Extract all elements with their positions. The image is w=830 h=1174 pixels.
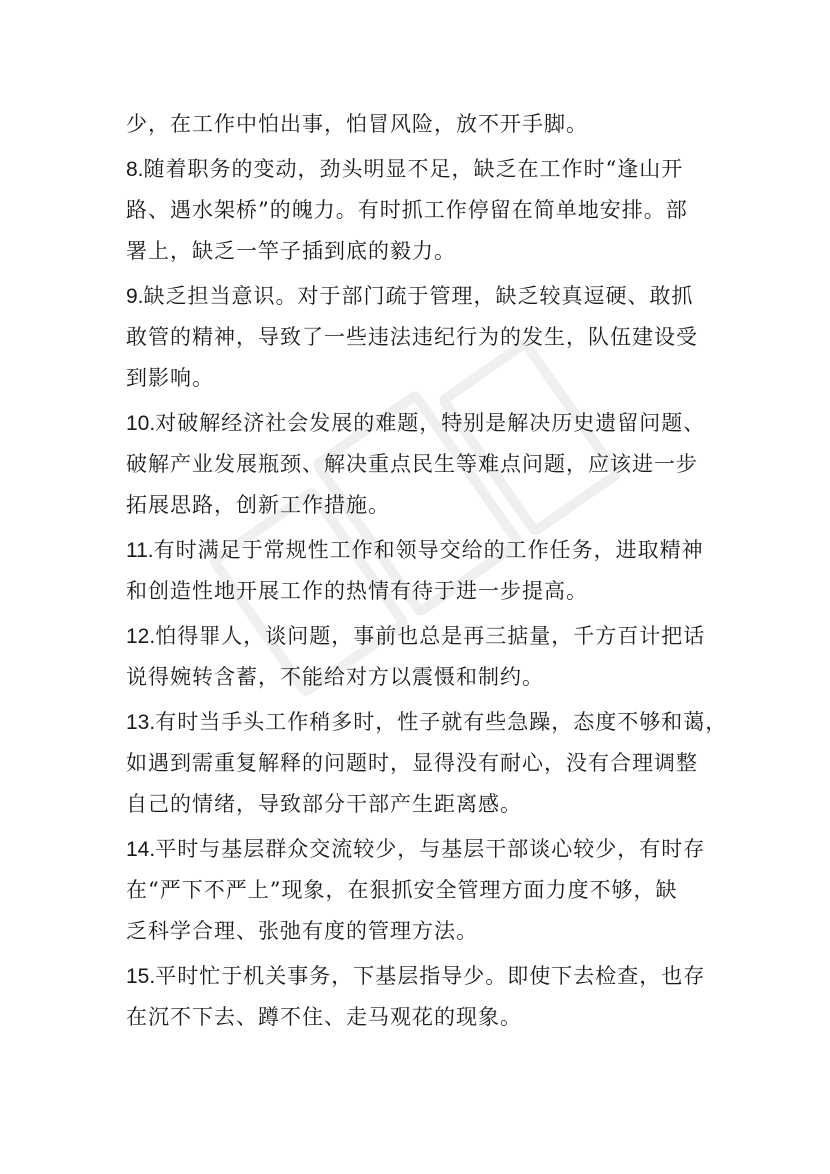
line-text: 如遇到需重复解释的问题时，显得没有耐心，没有合理调整	[126, 751, 698, 775]
list-item	[126, 530, 712, 612]
text-line	[126, 911, 712, 952]
text-line	[126, 997, 712, 1038]
line-text: 自己的情绪，导致部分干部产生距离感。	[126, 792, 522, 816]
line-text: 到影响。	[126, 366, 214, 390]
text-line	[126, 190, 712, 231]
text-line	[126, 485, 712, 526]
text-line	[126, 317, 712, 358]
text-line	[126, 530, 712, 571]
text-line	[126, 616, 712, 657]
line-text: 乏科学合理、张弛有度的管理方法。	[126, 919, 478, 943]
line-text: 在“严下不严上”现象，在狠抓安全管理方面力度不够，缺	[126, 878, 678, 902]
line-text: 平时忙于机关事务，下基层指导少。即使下去检查，也存	[155, 964, 706, 988]
line-text: 随着职务的变动，劲头明显不足，缺乏在工作时“逢山开	[143, 157, 684, 181]
text-line	[126, 149, 712, 190]
text-line	[126, 403, 712, 444]
text-line	[126, 829, 712, 870]
item-number: 10.	[126, 412, 156, 435]
text-line	[126, 743, 712, 784]
line-text: 和创造性地开展工作的热情有待于进一步提高。	[126, 579, 588, 603]
line-text: 署上，缺乏一竿子插到底的毅力。	[126, 239, 456, 263]
line-text: 少，在工作中怕出事，怕冒风险，放不开手脚。	[126, 112, 588, 136]
list-item	[126, 616, 712, 698]
text-line	[126, 231, 712, 272]
item-number: 11.	[126, 539, 154, 562]
text-line	[126, 571, 712, 612]
list-item	[126, 403, 712, 526]
list-item	[126, 276, 712, 399]
item-number: 15.	[126, 965, 156, 988]
line-text: 路、遇水架桥”的魄力。有时抓工作停留在简单地安排。部	[126, 198, 688, 222]
list-item	[126, 149, 712, 272]
line-text: 怕得罪人，谈问题，事前也总是再三掂量，千方百计把话	[155, 624, 706, 648]
text-line	[126, 358, 712, 399]
text-line	[126, 784, 712, 825]
line-text: 拓展思路，创新工作措施。	[126, 493, 390, 517]
line-text: 有时当手头工作稍多时，性子就有些急躁，态度不够和蔼，	[155, 710, 728, 734]
item-number: 9.	[126, 285, 144, 308]
line-text: 敢管的精神，导致了一些违法违纪行为的发生，队伍建设受	[126, 325, 698, 349]
text-line	[126, 276, 712, 317]
item-number: 14.	[126, 838, 156, 861]
list-item	[126, 104, 712, 145]
line-text: 破解产业发展瓶颈、解决重点民生等难点问题，应该进一步	[126, 452, 698, 476]
list-item	[126, 829, 712, 952]
line-text: 说得婉转含蓄，不能给对方以震慑和制约。	[126, 665, 544, 689]
list-item	[126, 956, 712, 1038]
line-text: 对破解经济社会发展的难题，特别是解决历史遗留问题、	[155, 411, 706, 435]
line-text: 有时满足于常规性工作和领导交给的工作任务，进取精神	[153, 538, 704, 562]
text-line	[126, 702, 728, 743]
item-number: 8.	[126, 158, 144, 181]
list-item	[126, 702, 728, 825]
text-line	[126, 657, 712, 698]
item-number: 13.	[126, 711, 156, 734]
line-text: 平时与基层群众交流较少，与基层干部谈心较少，有时存	[155, 837, 706, 861]
text-line	[126, 444, 712, 485]
line-text: 缺乏担当意识。对于部门疏于管理，缺乏较真逗硬、敢抓	[143, 284, 694, 308]
text-line	[126, 870, 712, 911]
line-text: 在沉不下去、蹲不住、走马观花的现象。	[126, 1005, 522, 1029]
document-body	[126, 104, 728, 1042]
text-line	[126, 104, 712, 145]
item-number: 12.	[126, 625, 156, 648]
text-line	[126, 956, 712, 997]
